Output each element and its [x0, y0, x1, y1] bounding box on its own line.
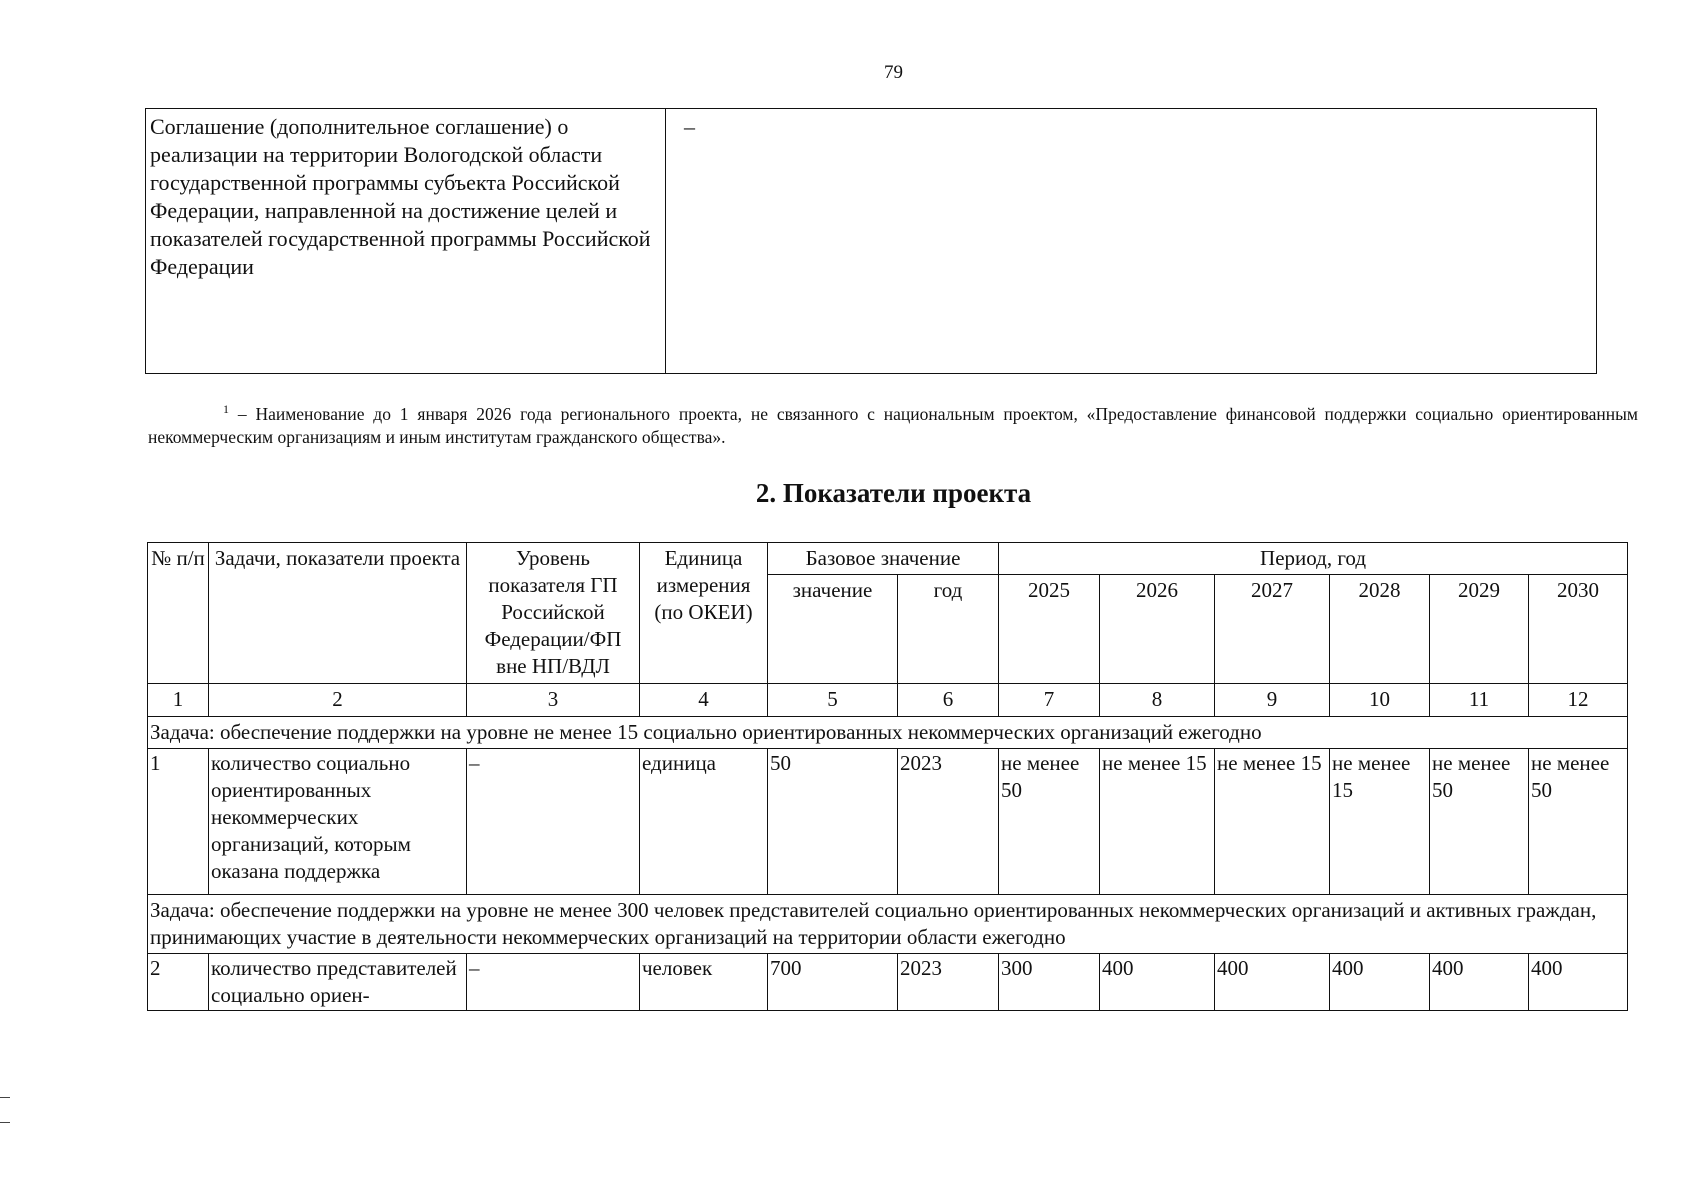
footnote	[148, 398, 1638, 449]
header-tasks: Задачи, показатели проекта	[209, 543, 467, 684]
period-value: 400	[1529, 954, 1628, 1011]
scan-edge-mark	[0, 1097, 10, 1098]
header-base-value: значение	[768, 575, 898, 684]
column-number: 11	[1430, 684, 1529, 717]
indicator-unit: единица	[640, 749, 768, 895]
base-year: 2023	[898, 954, 999, 1011]
header-unit: Единица измерения (по ОКЕИ)	[640, 543, 768, 684]
period-value: не менее 15	[1330, 749, 1430, 895]
period-value: 300	[999, 954, 1100, 1011]
indicator-name: количество социально ориентированных некоммерческих организаций, которым оказана поддержка	[209, 749, 467, 895]
header-year: 2030	[1529, 575, 1628, 684]
column-number-row	[148, 684, 1628, 717]
header-period: Период, год	[999, 543, 1628, 575]
header-row-top	[148, 543, 1628, 575]
column-number: 5	[768, 684, 898, 717]
indicators-table	[147, 542, 1628, 1011]
period-value: 400	[1100, 954, 1215, 1011]
row-num: 1	[148, 749, 209, 895]
page-number: 79	[884, 62, 903, 83]
period-value: не менее 15	[1215, 749, 1330, 895]
column-number: 4	[640, 684, 768, 717]
column-number: 12	[1529, 684, 1628, 717]
period-value: не менее 15	[1100, 749, 1215, 895]
base-value: 700	[768, 954, 898, 1011]
header-year: 2029	[1430, 575, 1529, 684]
indicator-unit: человек	[640, 954, 768, 1011]
section-title: 2. Показатели проекта	[755, 478, 1032, 508]
period-value: 400	[1215, 954, 1330, 1011]
column-number: 3	[467, 684, 640, 717]
period-value: не менее 50	[1529, 749, 1628, 895]
agreement-label: Соглашение (дополнительное соглашение) о реализации на территории Вологодской области государственной программы субъекта Российской Федерации, направленной на достижение целей и показателей государственной программы Российской Федерации	[146, 109, 666, 374]
scan-edge-mark	[0, 1122, 10, 1123]
task-row	[148, 717, 1628, 749]
column-number: 8	[1100, 684, 1215, 717]
period-value: не менее 50	[1430, 749, 1529, 895]
column-number: 2	[209, 684, 467, 717]
column-number: 7	[999, 684, 1100, 717]
task-text: Задача: обеспечение поддержки на уровне не менее 300 человек представителей социально ориентированных некоммерческих организаций и активных граждан, принимающих участие в деятельности некоммерческих организаций на территории области ежегодно	[148, 895, 1628, 954]
header-num: № п/п	[148, 543, 209, 684]
header-year: 2028	[1330, 575, 1430, 684]
period-value: 400	[1430, 954, 1529, 1011]
indicator-level: –	[467, 954, 640, 1011]
task-row	[148, 895, 1628, 954]
period-value: 400	[1330, 954, 1430, 1011]
agreement-row	[146, 109, 1597, 374]
agreement-value: –	[666, 109, 1597, 374]
row-num: 2	[148, 954, 209, 1011]
indicator-name: количество представителей социально ориен-	[209, 954, 467, 1011]
column-number: 9	[1215, 684, 1330, 717]
header-year: 2026	[1100, 575, 1215, 684]
table-row	[148, 749, 1628, 895]
agreement-table	[145, 108, 1597, 374]
column-number: 6	[898, 684, 999, 717]
task-text: Задача: обеспечение поддержки на уровне не менее 15 социально ориентированных некоммерческих организаций ежегодно	[148, 717, 1628, 749]
header-base-year: год	[898, 575, 999, 684]
header-year: 2025	[999, 575, 1100, 684]
column-number: 10	[1330, 684, 1430, 717]
period-value: не менее 50	[999, 749, 1100, 895]
table-row	[148, 954, 1628, 1011]
base-value: 50	[768, 749, 898, 895]
base-year: 2023	[898, 749, 999, 895]
indicator-level: –	[467, 749, 640, 895]
header-year: 2027	[1215, 575, 1330, 684]
footnote-marker: 1	[223, 402, 229, 416]
column-number: 1	[148, 684, 209, 717]
header-level: Уровень показателя ГП Российской Федерации/ФП вне НП/ВДЛ	[467, 543, 640, 684]
header-base: Базовое значение	[768, 543, 999, 575]
footnote-text: – Наименование до 1 января 2026 года регионального проекта, не связанного с национальным проектом, «Предоставление финансовой поддержки социально ориентированным некоммерческим организациям и иным институтам гражданского общества».	[148, 403, 1638, 447]
